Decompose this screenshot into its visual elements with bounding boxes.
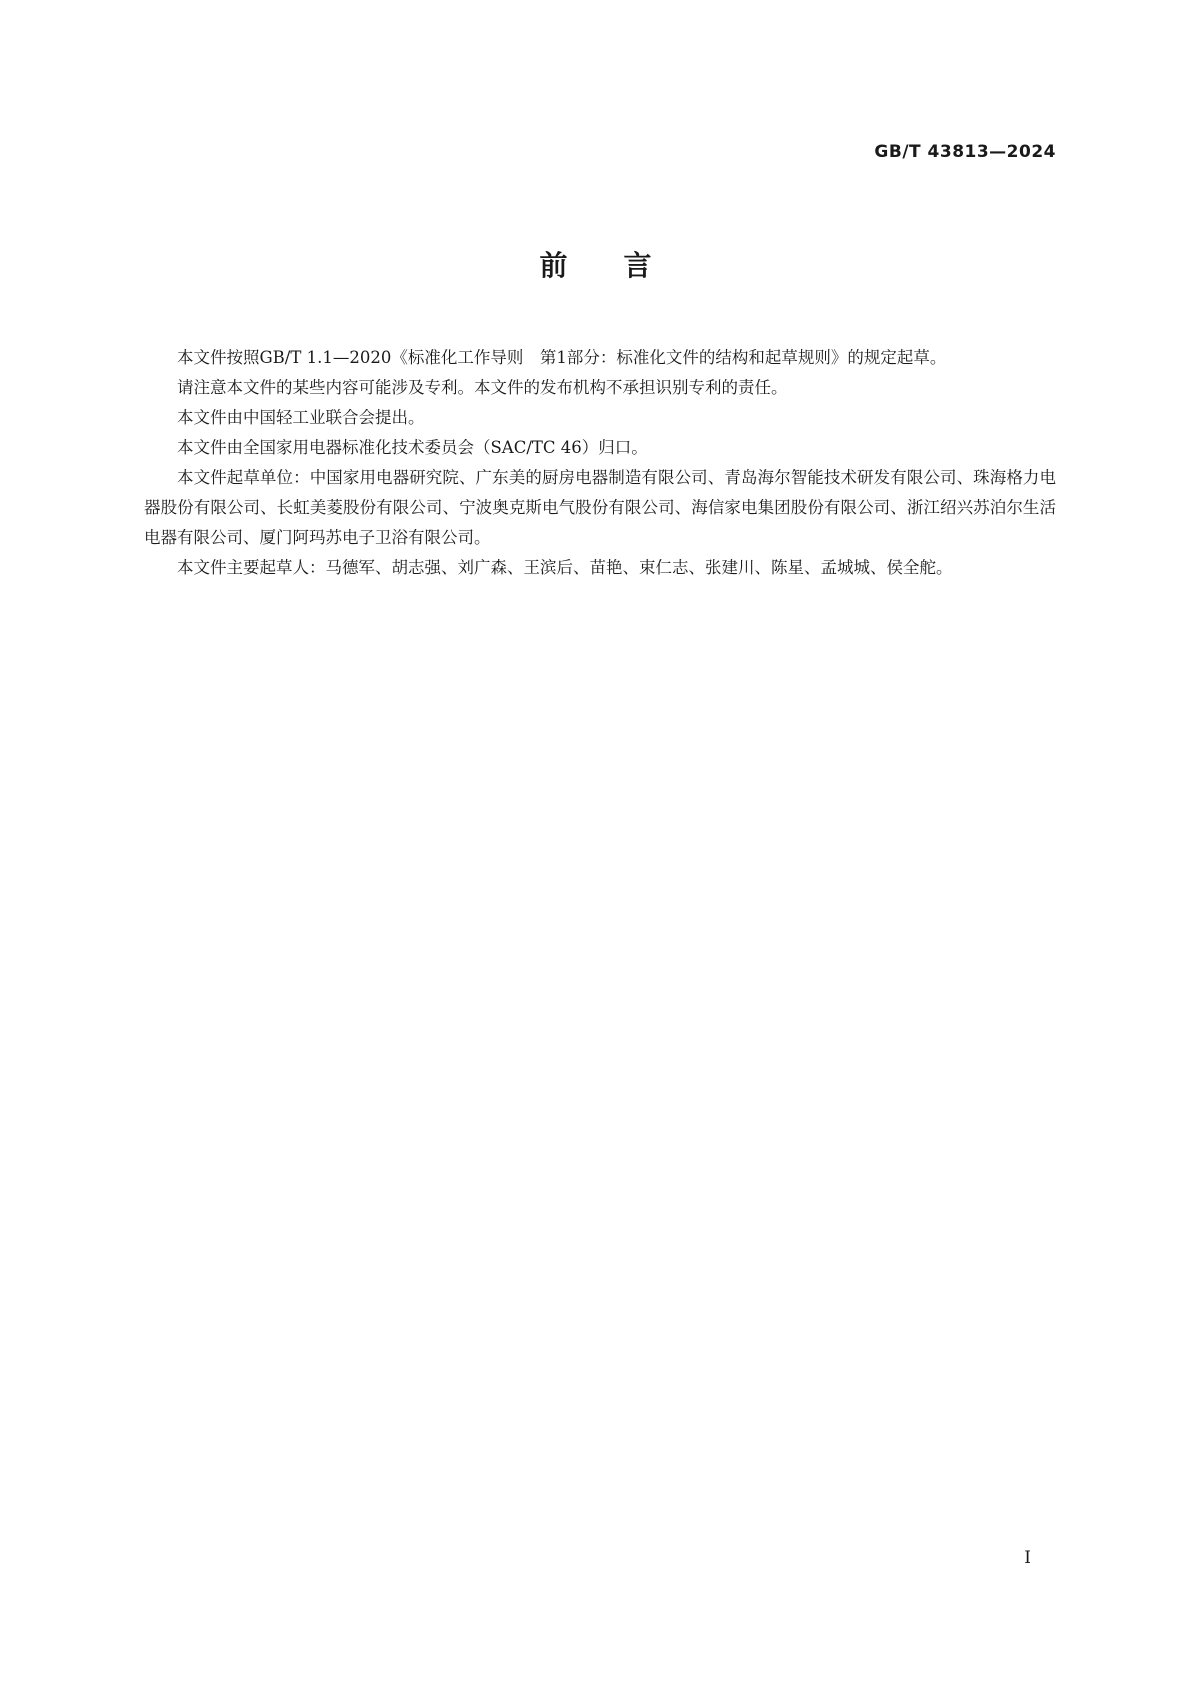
paragraph-drafters: 本文件主要起草人：马德军、胡志强、刘广森、王滨后、苗艳、束仁志、张建川、陈星、孟城城、侯全舵。 [177, 558, 953, 577]
paragraph-proposer: 本文件由中国轻工业联合会提出。 [177, 408, 425, 427]
foreword-body [144, 343, 1056, 583]
paragraph-drafting-units: 本文件起草单位：中国家用电器研究院、广东美的厨房电器制造有限公司、青岛海尔智能技术研发有限公司、珠海格力电器股份有限公司、长虹美菱股份有限公司、宁波奥克斯电气股份有限公司、海信家电集团股份有限公司、浙江绍兴苏泊尔生活电器有限公司、厦门阿玛苏电子卫浴有限公司。 [144, 468, 1056, 547]
page-title: 前言 [539, 249, 708, 282]
paragraph-committee: 本文件由全国家用电器标准化技术委员会（SAC/TC 46）归口。 [177, 438, 648, 457]
paragraph-drafting-rules: 本文件按照GB/T 1.1—2020《标准化工作导则 第1部分：标准化文件的结构和起草规则》的规定起草。 [177, 348, 947, 367]
standard-code: GB/T 43813—2024 [874, 142, 1056, 162]
paragraph-patent-notice: 请注意本文件的某些内容可能涉及专利。本文件的发布机构不承担识别专利的责任。 [177, 378, 788, 397]
page-number: I [1024, 1548, 1031, 1568]
